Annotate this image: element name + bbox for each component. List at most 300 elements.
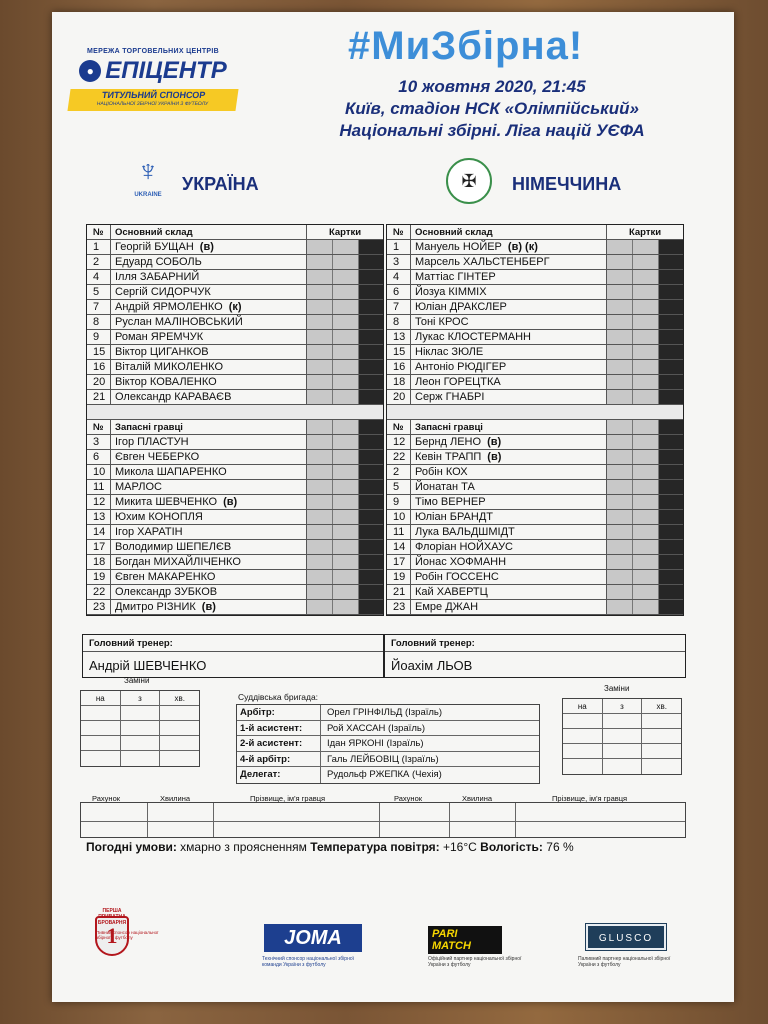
- player-name: Юліан ДРАКСЛЕР: [415, 301, 507, 313]
- trident-icon: ♆: [136, 155, 160, 188]
- card-cell-dark: [359, 585, 383, 599]
- away-lineup-table: [386, 224, 684, 616]
- player-tag: (в) (к): [507, 241, 538, 253]
- card-cell: [633, 330, 659, 344]
- player-name: Юліан БРАНДТ: [415, 511, 493, 523]
- subs-header-label: Запасні гравці: [411, 420, 607, 434]
- card-cell-dark: [359, 570, 383, 584]
- player-name-cell: [411, 285, 607, 299]
- card-cell-dark: [359, 300, 383, 314]
- card-cell-dark: [659, 555, 683, 569]
- player-name: Бернд ЛЕНО: [415, 436, 482, 448]
- weather-line: [86, 840, 574, 854]
- player-name-cell: [411, 555, 607, 569]
- card-cell: [633, 540, 659, 554]
- player-number: 21: [387, 585, 411, 599]
- player-row: [387, 375, 683, 390]
- player-name: Дмитро РІЗНИК: [115, 601, 196, 613]
- card-cell-dark: [659, 300, 683, 314]
- player-name-cell: [111, 285, 307, 299]
- card-cell: [633, 435, 659, 449]
- referee-row: [237, 767, 539, 783]
- player-name: Йозуа КІММІХ: [415, 286, 487, 298]
- player-name: Ігор ХАРАТІН: [115, 526, 183, 538]
- referee-row: [237, 705, 539, 721]
- player-name: Антоніо РЮДІГЕР: [415, 361, 507, 373]
- player-number: 14: [387, 540, 411, 554]
- card-cell: [333, 330, 359, 344]
- card-cell-dark: [659, 390, 683, 404]
- card-cell: [307, 450, 333, 464]
- player-tag: (в): [223, 496, 238, 508]
- player-name-cell: [411, 300, 607, 314]
- card-cell-dark: [659, 585, 683, 599]
- card-cell-dark: [659, 540, 683, 554]
- card-cell: [333, 270, 359, 284]
- player-row: [87, 570, 383, 585]
- main-squad-header: Основний склад: [111, 225, 307, 239]
- card-cell: [633, 300, 659, 314]
- card-cell-dark: [359, 465, 383, 479]
- subs-header-label: Запасні гравці: [111, 420, 307, 434]
- card-cell: [333, 375, 359, 389]
- card-cell: [307, 540, 333, 554]
- card-cell: [307, 285, 333, 299]
- card-cell-dark: [359, 285, 383, 299]
- player-number: 22: [387, 450, 411, 464]
- match-datetime: 10 жовтня 2020, 21:45: [398, 77, 586, 96]
- player-number: 10: [87, 465, 111, 479]
- card-cell-dark: [659, 480, 683, 494]
- card-cell-dark: [359, 240, 383, 254]
- card-cell: [333, 450, 359, 464]
- humidity-value: 76 %: [546, 840, 574, 854]
- player-row: [87, 390, 383, 405]
- subs-header: [87, 420, 383, 435]
- card-cell: [307, 270, 333, 284]
- player-name-cell: [411, 435, 607, 449]
- card-cell-dark: [659, 570, 683, 584]
- card-cell-dark: [659, 495, 683, 509]
- cards-header: Картки: [328, 227, 362, 238]
- player-row: [87, 600, 383, 615]
- card-cell: [307, 480, 333, 494]
- player-row: [87, 495, 383, 510]
- card-cell: [607, 495, 633, 509]
- player-number: 4: [387, 270, 411, 284]
- player-name-cell: [111, 600, 307, 614]
- player-name: Кевін ТРАПП: [415, 451, 482, 463]
- player-number: 12: [387, 435, 411, 449]
- card-cell: [633, 315, 659, 329]
- minute-head-away: Хвилина: [462, 794, 493, 803]
- card-cell: [307, 330, 333, 344]
- player-number: 14: [87, 525, 111, 539]
- player-tag: (в): [487, 436, 502, 448]
- player-row: [387, 465, 683, 480]
- referee-role: Арбітр:: [237, 705, 321, 720]
- player-name-cell: [111, 270, 307, 284]
- card-cell: [333, 435, 359, 449]
- player-name-cell: [411, 510, 607, 524]
- player-number: 16: [387, 360, 411, 374]
- player-name: МАРЛОС: [115, 481, 162, 493]
- player-number: 20: [87, 375, 111, 389]
- player-row: [387, 570, 683, 585]
- card-cell-dark: [359, 360, 383, 374]
- player-tag: (в): [199, 241, 214, 253]
- player-row: [387, 390, 683, 405]
- card-cell: [333, 300, 359, 314]
- weather-value: хмарно з проясненням: [180, 840, 307, 854]
- card-cell: [607, 540, 633, 554]
- card-cell-dark: [359, 450, 383, 464]
- card-cell: [333, 585, 359, 599]
- card-cell: [633, 270, 659, 284]
- score-head-away: Рахунок: [394, 794, 423, 803]
- hashtag-title: #МиЗбірна!: [348, 24, 584, 68]
- player-name: Микита ШЕВЧЕНКО: [115, 496, 218, 508]
- player-row: [87, 240, 383, 255]
- germany-crest: [446, 158, 492, 204]
- player-row: [387, 555, 683, 570]
- player-name-cell: [411, 270, 607, 284]
- card-cell: [607, 585, 633, 599]
- card-cell-dark: [359, 270, 383, 284]
- card-cell: [307, 555, 333, 569]
- subs-col-on: на: [81, 691, 121, 705]
- score-table: [80, 802, 686, 838]
- card-cell: [333, 510, 359, 524]
- player-number: 13: [87, 510, 111, 524]
- player-name: Лука ВАЛЬДШМІДТ: [415, 526, 515, 538]
- card-cell: [607, 360, 633, 374]
- player-name-cell: [411, 450, 607, 464]
- card-cell: [633, 360, 659, 374]
- card-cell: [333, 480, 359, 494]
- player-number: 20: [387, 390, 411, 404]
- player-name-cell: [411, 570, 607, 584]
- card-cell: [607, 435, 633, 449]
- card-cell-dark: [659, 330, 683, 344]
- title-sponsor-banner: [67, 89, 238, 111]
- card-cell-dark: [659, 360, 683, 374]
- crest-caption: UKRAINE: [134, 192, 162, 198]
- player-number: 11: [387, 525, 411, 539]
- subs-col-min: хв.: [656, 702, 667, 711]
- player-number: 1: [387, 240, 411, 254]
- card-cell: [607, 330, 633, 344]
- player-number: 9: [387, 495, 411, 509]
- player-number: 18: [87, 555, 111, 569]
- card-cell: [333, 465, 359, 479]
- player-name-cell: [411, 330, 607, 344]
- home-subs-rows: [87, 435, 383, 615]
- player-head-home: Прізвище, ім'я гравця: [250, 794, 326, 803]
- away-subs-title: Заміни: [604, 684, 630, 693]
- player-row: [87, 540, 383, 555]
- coach-label: Головний тренер:: [385, 635, 685, 652]
- player-row: [87, 525, 383, 540]
- player-row: [87, 450, 383, 465]
- minute-head-home: Хвилина: [160, 794, 191, 803]
- card-cell: [633, 390, 659, 404]
- player-name-cell: [111, 255, 307, 269]
- player-name: Віталій МИКОЛЕНКО: [115, 361, 224, 373]
- subs-grid-header: [563, 699, 681, 714]
- card-cell: [607, 270, 633, 284]
- player-name: Йонас ХОФМАНН: [415, 556, 507, 568]
- player-name-cell: [411, 315, 607, 329]
- player-name: Тоні КРОС: [415, 316, 469, 328]
- card-cell: [307, 255, 333, 269]
- card-cell: [607, 570, 633, 584]
- player-name: Володимир ШЕПЕЛЄВ: [115, 541, 232, 553]
- player-row: [87, 465, 383, 480]
- card-cell: [307, 300, 333, 314]
- player-row: [87, 360, 383, 375]
- home-subs-grid: [80, 690, 200, 767]
- player-name: Андрій ЯРМОЛЕНКО: [115, 301, 223, 313]
- joma-logo: JOMA: [264, 924, 362, 952]
- card-cell: [607, 600, 633, 614]
- player-name-cell: [411, 375, 607, 389]
- temperature-label: Температура повітря:: [310, 840, 440, 854]
- card-cell-dark: [359, 600, 383, 614]
- match-venue: Київ, стадіон НСК «Олімпійський»: [344, 99, 640, 118]
- player-row: [387, 585, 683, 600]
- player-name-cell: [411, 495, 607, 509]
- card-cell: [633, 465, 659, 479]
- away-team-name: НІМЕЧЧИНА: [512, 174, 622, 194]
- card-cell: [307, 570, 333, 584]
- player-tag: (в): [201, 601, 216, 613]
- card-cell-dark: [359, 495, 383, 509]
- player-name-cell: [111, 360, 307, 374]
- card-cell-dark: [659, 510, 683, 524]
- player-name: Микола ШАПАРЕНКО: [115, 466, 227, 478]
- player-number: 10: [387, 510, 411, 524]
- card-cell-dark: [359, 435, 383, 449]
- player-name-cell: [111, 495, 307, 509]
- epicentr-mark-icon: ●: [79, 60, 101, 82]
- player-name: Едуард СОБОЛЬ: [115, 256, 202, 268]
- card-cell: [633, 375, 659, 389]
- player-name-cell: [111, 240, 307, 254]
- player-name: Кай ХАВЕРТЦ: [415, 586, 488, 598]
- player-name-cell: [111, 300, 307, 314]
- player-name-cell: [411, 465, 607, 479]
- card-cell-dark: [659, 465, 683, 479]
- card-cell-dark: [359, 555, 383, 569]
- player-name-cell: [111, 510, 307, 524]
- player-name-cell: [111, 570, 307, 584]
- card-cell: [633, 555, 659, 569]
- player-name-cell: [111, 525, 307, 539]
- player-name: Емре ДЖАН: [415, 601, 479, 613]
- player-name: Йонатан ТА: [415, 481, 475, 493]
- referee-table: [236, 704, 540, 784]
- player-name-cell: [411, 345, 607, 359]
- player-name: Мануель НОЙЕР: [415, 241, 502, 253]
- brewery-text: Пивний спонсор національної збірної з футболу: [96, 930, 159, 940]
- player-head-away: Прізвище, ім'я гравця: [552, 794, 628, 803]
- card-cell: [607, 465, 633, 479]
- card-cell-dark: [659, 255, 683, 269]
- card-cell: [607, 285, 633, 299]
- card-cell: [607, 510, 633, 524]
- player-name-cell: [411, 255, 607, 269]
- card-cell: [333, 540, 359, 554]
- main-squad-header: Основний склад: [411, 225, 607, 239]
- subs-grid-header: [81, 691, 199, 706]
- away-subs-grid: [562, 698, 682, 775]
- player-name-cell: [411, 360, 607, 374]
- player-name: Леон ГОРЕЦТКА: [415, 376, 501, 388]
- number-header: №: [87, 420, 111, 434]
- home-team-name: УКРАЇНА: [182, 174, 259, 194]
- card-cell: [607, 450, 633, 464]
- referee-name: Орел ГРІНФІЛЬД (Ізраїль): [327, 707, 443, 718]
- player-row: [87, 510, 383, 525]
- title-sponsor-label: ТИТУЛЬНИЙ СПОНСОР: [101, 90, 206, 100]
- card-cell: [607, 345, 633, 359]
- player-number: 23: [87, 600, 111, 614]
- card-cell: [307, 390, 333, 404]
- epicentr-logo: [68, 48, 238, 111]
- humidity-label: Вологість:: [480, 840, 543, 854]
- player-number: 12: [87, 495, 111, 509]
- player-name-cell: [111, 555, 307, 569]
- referee-role: 1-й асистент:: [237, 721, 321, 736]
- card-cell-dark: [659, 435, 683, 449]
- player-number: 3: [387, 255, 411, 269]
- player-row: [387, 525, 683, 540]
- card-cell: [607, 300, 633, 314]
- joma-text: Технічний спонсор національної збірної команди України з футболу: [262, 956, 355, 968]
- card-cell: [607, 390, 633, 404]
- away-coach-box: [384, 634, 686, 678]
- player-name-cell: [111, 540, 307, 554]
- player-name-cell: [111, 465, 307, 479]
- player-name-cell: [411, 390, 607, 404]
- blank-row: [87, 405, 383, 420]
- away-coach-name: Йоахім ЛЬОВ: [391, 658, 473, 673]
- player-name: Олександр ЗУБКОВ: [115, 586, 218, 598]
- card-cell: [333, 390, 359, 404]
- player-name: Віктор ЦИГАНКОВ: [115, 346, 209, 358]
- player-number: 11: [87, 480, 111, 494]
- card-cell: [307, 600, 333, 614]
- player-name: Марсель ХАЛЬСТЕНБЕРГ: [415, 256, 550, 268]
- referee-title: Суддівська бригада:: [238, 692, 319, 702]
- home-main-rows: [87, 240, 383, 405]
- parimatch-logo: PARI MATCH: [428, 926, 502, 954]
- card-cell-dark: [359, 330, 383, 344]
- player-name: Робін КОХ: [415, 466, 468, 478]
- referee-role: 4-й арбітр:: [237, 752, 321, 767]
- player-name-cell: [411, 480, 607, 494]
- card-cell-dark: [359, 525, 383, 539]
- cards-header: Картки: [628, 227, 662, 238]
- player-name: Сергій СИДОРЧУК: [115, 286, 211, 298]
- player-number: 7: [387, 300, 411, 314]
- glusco-logo: GLUSCO: [586, 924, 666, 950]
- weather-label: Погодні умови:: [86, 840, 177, 854]
- player-number: 9: [87, 330, 111, 344]
- sponsor-network: МЕРЕЖА ТОРГОВЕЛЬНИХ ЦЕНТРІВ: [87, 48, 219, 55]
- player-row: [87, 255, 383, 270]
- player-number: 2: [87, 255, 111, 269]
- player-number: 23: [387, 600, 411, 614]
- card-cell: [607, 240, 633, 254]
- player-name: Ніклас ЗЮЛЕ: [415, 346, 484, 358]
- player-row: [387, 480, 683, 495]
- player-name: Євген ЧЕБЕРКО: [115, 451, 200, 463]
- player-number: 4: [87, 270, 111, 284]
- card-cell: [307, 525, 333, 539]
- player-row: [87, 330, 383, 345]
- card-cell: [607, 480, 633, 494]
- referee-row: [237, 736, 539, 752]
- referee-row: [237, 721, 539, 737]
- card-cell-dark: [659, 450, 683, 464]
- card-cell: [633, 450, 659, 464]
- card-cell-dark: [659, 270, 683, 284]
- player-number: 6: [387, 285, 411, 299]
- player-row: [387, 240, 683, 255]
- player-row: [87, 315, 383, 330]
- score-head-home: Рахунок: [92, 794, 121, 803]
- card-cell: [333, 555, 359, 569]
- card-cell: [633, 285, 659, 299]
- card-cell-dark: [659, 375, 683, 389]
- card-cell: [607, 255, 633, 269]
- player-name-cell: [111, 345, 307, 359]
- card-cell-dark: [359, 375, 383, 389]
- player-name-cell: [411, 525, 607, 539]
- player-number: 13: [387, 330, 411, 344]
- card-cell-dark: [659, 525, 683, 539]
- player-row: [387, 600, 683, 615]
- card-cell: [633, 570, 659, 584]
- glusco-text: Паливний партнер національної збірної України з футболу: [578, 956, 671, 968]
- card-cell-dark: [659, 315, 683, 329]
- player-row: [87, 300, 383, 315]
- player-row: [387, 345, 683, 360]
- player-number: 8: [387, 315, 411, 329]
- player-name-cell: [111, 450, 307, 464]
- card-cell: [633, 240, 659, 254]
- card-cell: [633, 345, 659, 359]
- player-number: 19: [387, 570, 411, 584]
- card-cell: [607, 375, 633, 389]
- card-cell: [633, 480, 659, 494]
- player-name: Олександр КАРАВАЄВ: [115, 391, 232, 403]
- match-info: [272, 76, 712, 142]
- player-name-cell: [111, 390, 307, 404]
- card-cell-dark: [359, 510, 383, 524]
- card-cell: [307, 315, 333, 329]
- player-number: 5: [87, 285, 111, 299]
- subs-col-off: з: [121, 691, 161, 705]
- card-cell: [307, 345, 333, 359]
- ukraine-crest: [128, 152, 168, 212]
- player-row: [387, 315, 683, 330]
- player-name: Маттіас ГІНТЕР: [415, 271, 496, 283]
- player-name: Георгій БУЩАН: [115, 241, 194, 253]
- player-row: [87, 375, 383, 390]
